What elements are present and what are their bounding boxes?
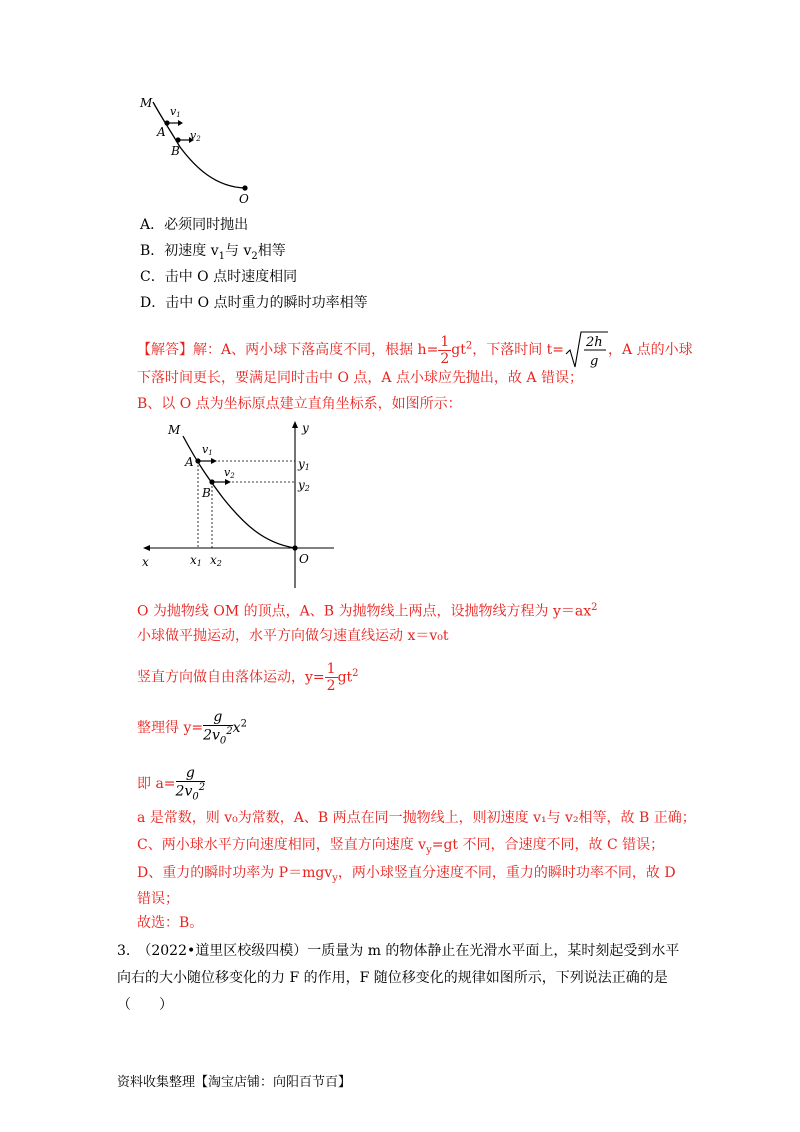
label-o: O [239, 192, 249, 206]
label-b: B [202, 486, 211, 500]
label-v1: v1 [170, 105, 181, 119]
label-o: O [299, 552, 309, 566]
curve-om [153, 102, 245, 188]
label-a: A [157, 125, 166, 139]
x-axis-arrow [143, 545, 150, 551]
solution-line-7: 整理得 y= $\frac{g}{2v_0^2}$ $x^2$ [137, 709, 247, 747]
label-y2: y2 [298, 478, 310, 493]
svg-text:2h: 2h [586, 335, 603, 350]
solution-line-5: 小球做平抛运动，水平方向做匀速直线运动 x＝v₀t [137, 628, 449, 644]
solution-line-13: 故选：B。 [137, 915, 204, 931]
sqrt-expression [564, 330, 608, 370]
label-x1: x1 [190, 553, 202, 568]
label-m: M [168, 423, 181, 437]
option-d: D．击中 O 点时重力的瞬时功率相等 [140, 295, 368, 311]
label-v2: v2 [190, 129, 201, 143]
label-v1: v1 [202, 443, 213, 457]
solution-line-6: 竖直方向做自由落体运动，y= $\frac{1}{2}$ $gt^2$ [137, 661, 359, 694]
option-b: B．初速度 $v_1$与 $v_2$相等 [140, 243, 286, 262]
label-y: y [302, 421, 309, 435]
svg-text:g: g [590, 354, 599, 369]
parabola-om [183, 436, 295, 548]
solution-line-11: D、重力的瞬时功率为 P＝mgv$_y$，两小球竖直分速度不同，重力的瞬时功率不同，故 D [137, 865, 676, 884]
option-c: C．击中 O 点时速度相同 [140, 269, 298, 285]
sqrt-sign [564, 330, 608, 370]
solution-line-9: a 是常数，则 v₀为常数，A、B 两点在同一抛物线上，则初速度 v₁与 v₂相等，故 B 正确； [137, 810, 696, 826]
label-v2: v2 [224, 466, 235, 480]
solution-line-12: 错误； [137, 891, 179, 907]
label-y1: y1 [298, 457, 310, 472]
label-b: B [171, 144, 180, 158]
solution-line-2: 下落时间更长，要满足同时击中 O 点，A 点小球应先抛出，故 A 错误； [137, 370, 583, 386]
solution-line-3: B、以 O 点为坐标原点建立直角坐标系，如图所示： [137, 396, 462, 412]
y-axis-arrow [292, 421, 298, 428]
solution-tag: 【解答】 [137, 342, 193, 358]
footer-source: 资料收集整理【淘宝店铺：向阳百节百】 [117, 1075, 352, 1090]
label-a: A [185, 455, 194, 469]
question-3: 3. （2022•道里区校级四模）一质量为 m 的物体静止在光滑水平面上，某时刻起受到水平向右的大小随位移变化的力 F 的作用，F 随位移变化的规律如图所示，下列说法正确的是（ ） [117, 943, 680, 1013]
point-o [292, 545, 297, 550]
label-x: x [142, 555, 149, 569]
arrow-v1-head [178, 120, 183, 126]
point-o [242, 185, 247, 190]
label-m: M [140, 96, 153, 110]
solution-line-8: 即 a= $\frac{g}{2v_0^2}$ [137, 765, 206, 803]
arrow-v1-head [211, 458, 217, 464]
solution-line-1: 【解答】解：A、两小球下落高度不同，根据 h= $\frac{1}{2}$ $gt^2$，下落时间 t= 2h g ，A 点的小球 [137, 330, 693, 370]
option-a: A．必须同时抛出 [140, 217, 249, 233]
figure-2-coordinate-system [138, 418, 338, 588]
solution-line-10: C、两小球水平方向速度相同，竖直方向速度 $v_y=gt$ 不同，合速度不同，故 C 错误； [137, 837, 665, 856]
solution-line-4: O 为抛物线 OM 的顶点，A、B 为抛物线上两点，设抛物线方程为 $y=ax^2$ [137, 602, 598, 620]
label-x2: x2 [210, 553, 222, 568]
figure-1-trajectory [135, 92, 265, 208]
